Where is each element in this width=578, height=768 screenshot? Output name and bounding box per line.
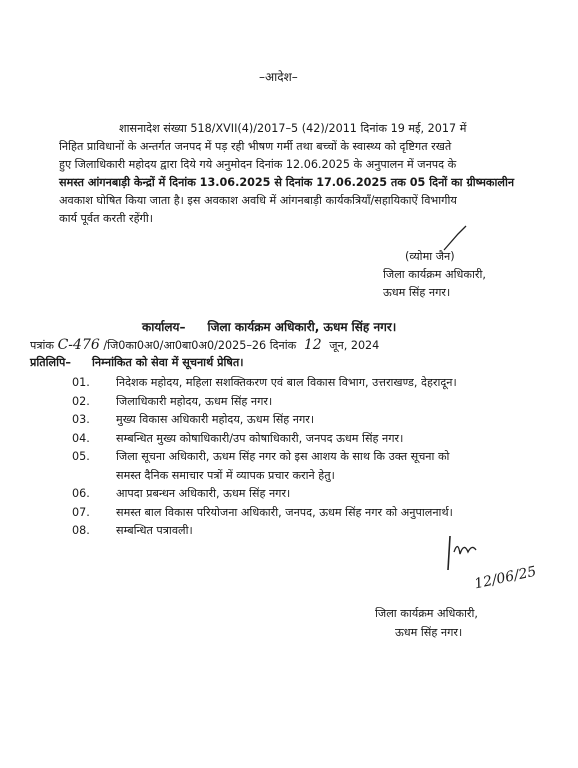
list-item-text: निदेशक महोदय, महिला सशक्तिकरण एवं बाल विकास विभाग, उत्तराखण्ड, देहरादून। xyxy=(116,376,457,389)
paragraph-line: कार्य पूर्वत करती रहेंगी। xyxy=(59,212,153,225)
order-paragraph xyxy=(59,120,537,228)
signature-block-2 xyxy=(375,604,478,642)
signature-scribble-2 xyxy=(440,530,490,576)
paragraph-line: निहित प्राविधानों के अन्तर्गत जनपद में पड़ रही भीषण गर्मी तथा बच्चों के स्वास्थ्य को दृष्टिगत रखते xyxy=(59,140,452,153)
copy-to-label: प्रतिलिपि– xyxy=(30,356,71,369)
list-item-text: जिला सूचना अधिकारी, ऊधम सिंह नगर को इस आशय के साथ कि उक्त सूचना को xyxy=(116,450,450,463)
list-item-number: 07. xyxy=(72,505,90,519)
reference-code: /जि0का0अ0/आ0बा0अ0/2025–26 दिनांक xyxy=(103,339,297,352)
handwritten-reference-number: C-476 xyxy=(57,337,100,353)
paragraph-line: शासनादेश संख्या 518/XVII(4)/2017–5 (42)/2011 दिनांक 19 मई, 2017 में xyxy=(119,122,467,135)
list-item-text: आपदा प्रबन्धन अधिकारी, ऊधम सिंह नगर। xyxy=(116,487,291,500)
copy-to-text: निम्नांकित को सेवा में सूचनार्थ प्रेषित। xyxy=(92,356,244,369)
signatory-designation: जिला कार्यक्रम अधिकारी, xyxy=(383,268,486,281)
reference-line xyxy=(30,337,379,353)
handwritten-day: 12 xyxy=(303,337,322,353)
list-item-number: 08. xyxy=(72,524,90,537)
list-item-text: सम्बन्धित मुख्य कोषाधिकारी/उप कोषाधिकारी, जनपद ऊधम सिंह नगर। xyxy=(116,431,404,445)
list-item-number: 05. xyxy=(72,450,90,463)
list-item-number: 01. xyxy=(72,376,90,389)
list-item-number: 03. xyxy=(72,413,90,426)
signatory-name: (व्योमा जैन) xyxy=(405,250,455,263)
reference-label: पत्रांक xyxy=(30,339,55,352)
office-line xyxy=(142,318,418,335)
paragraph-line: हुए जिलाधिकारी महोदय द्वारा दिये गये अनुमोदन दिनांक 12.06.2025 के अनुपालन में जनपद के xyxy=(59,158,457,171)
paragraph-line: अवकाश घोषित किया जाता है। इस अवकाश अवधि में आंगनबाड़ी कार्यकत्रियाँ/सहायिकाऐं विभागीय xyxy=(59,194,457,207)
signatory-designation: जिला कार्यक्रम अधिकारी, xyxy=(375,607,478,620)
handwritten-date: 12/06/25 xyxy=(473,563,538,593)
office-label: कार्यालय– xyxy=(142,320,186,334)
list-item-text: समस्त बाल विकास परियोजना अधिकारी, जनपद, ऊधम सिंह नगर को अनुपालनार्थ। xyxy=(116,505,453,519)
list-item-text-continued: समस्त दैनिक समाचार पत्रों में व्यापक प्रचार कराने हेतु। xyxy=(116,468,335,482)
signatory-location: ऊधम सिंह नगर। xyxy=(395,626,463,639)
list-item-number: 02. xyxy=(72,394,90,408)
signature-block-1 xyxy=(383,248,486,302)
list-item-text: सम्बन्धित पत्रावली। xyxy=(116,524,193,537)
office-text: जिला कार्यक्रम अधिकारी, ऊधम सिंह नगर। xyxy=(207,320,397,334)
copy-to-line xyxy=(30,355,243,370)
list-item-text: मुख्य विकास अधिकारी महोदय, ऊधम सिंह नगर। xyxy=(116,413,315,426)
list-item-text: जिलाधिकारी महोदय, ऊधम सिंह नगर। xyxy=(116,394,273,408)
signatory-location: ऊधम सिंह नगर। xyxy=(383,286,451,299)
reference-month-year: जून, 2024 xyxy=(329,339,380,352)
order-heading: –आदेश– xyxy=(259,70,298,84)
list-item-number: 06. xyxy=(72,487,90,500)
paragraph-line: समस्त आंगनबाड़ी केन्द्रों में दिनांक 13.06.2025 से दिनांक 17.06.2025 तक 05 दिनों का ग्रीष्मकालीन xyxy=(59,176,515,189)
list-item-number: 04. xyxy=(72,431,90,445)
